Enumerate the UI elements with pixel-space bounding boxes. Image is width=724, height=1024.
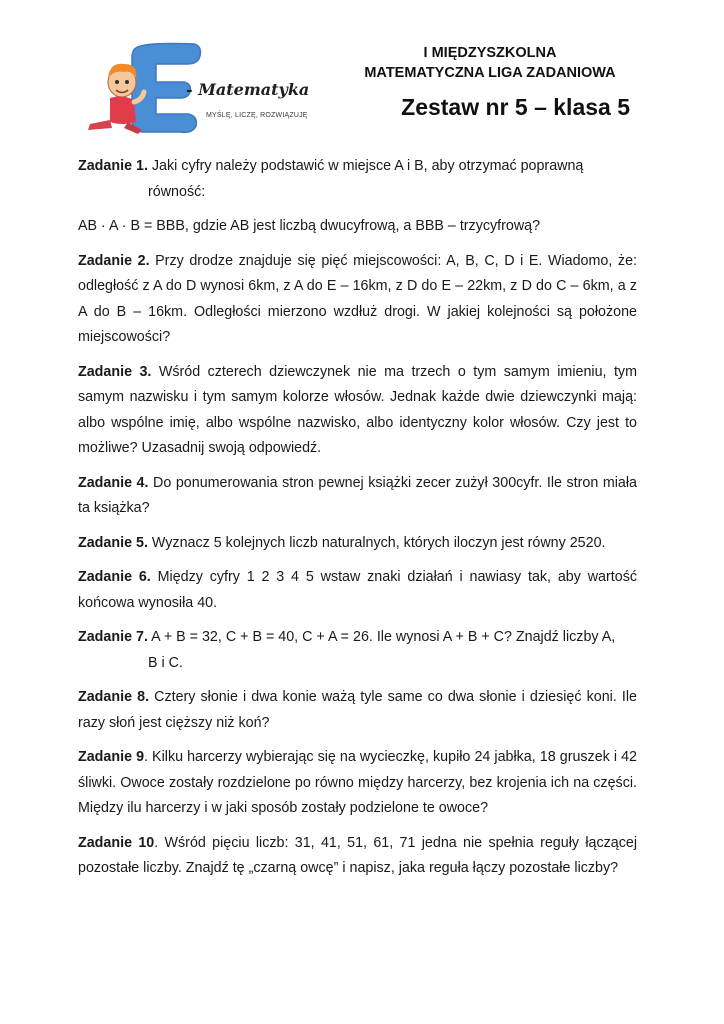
task-label: Zadanie 10	[78, 834, 155, 851]
task-text: Jaki cyfry należy podstawić w miejsce A i B, aby otrzymać poprawną	[151, 158, 584, 174]
task-text: Wśród czterech dziewczynek nie ma trzech o tym samym imieniu, tym samym nazwisku i tym samym kolorze włosów. Jednak każde dwie dziewczynki mają: albo wspólne imię, albo wspólne nazwisko, albo identyczny kolor włosów. Czy jest to możliwe? Uzasadnij swoją odpowiedź.	[78, 363, 637, 456]
task-label: Zadanie 8.	[78, 689, 150, 705]
task-list	[78, 154, 637, 891]
task-1	[78, 154, 637, 205]
task-label: Zadanie 7.	[78, 629, 148, 645]
task-4	[78, 471, 637, 522]
task-8	[78, 685, 637, 736]
competition-title-line1: I MIĘDZYSZKOLNA	[423, 45, 557, 61]
logo	[84, 40, 324, 140]
task-2	[78, 249, 637, 351]
task-1-equation: AB · A · B = BBB, gdzie AB jest liczbą dwucyfrową, a BBB – trzycyfrową?	[78, 218, 541, 234]
task-text: Wyznacz 5 kolejnych liczb naturalnych, których iloczyn jest równy 2520.	[151, 534, 606, 551]
task-text: A + B = 32, C + B = 40, C + A = 26. Ile wynosi A + B + C? Znajdź liczby A,	[151, 629, 616, 645]
task-label: Zadanie 1.	[78, 158, 148, 174]
task-text: . Wśród pięciu liczb: 31, 41, 51, 61, 71 jedna nie spełnia reguły łączącej pozostałe liczby. Znajdź tę „czarną owcę” i napisz, jaka reguła łączy pozostałe liczby?	[78, 834, 637, 876]
set-title: Zestaw nr 5 – klasa 5	[401, 94, 630, 120]
logo-tagline: MYŚLĘ, LICZĘ, ROZWIĄZUJĘ	[206, 112, 308, 119]
task-10	[78, 831, 637, 882]
task-label: Zadanie 2.	[78, 252, 150, 269]
task-5	[78, 531, 637, 557]
task-text: . Kilku harcerzy wybierając się na wycieczkę, kupiło 24 jabłka, 18 gruszek i 42 śliwki. Owoce zostały rozdzielone po równo między harcerzy, bez krojenia ich na części. Między ilu harcerzy i w jaki sposób zostały podzielone te owoce?	[78, 749, 637, 816]
task-label: Zadanie 5.	[78, 534, 148, 551]
task-label: Zadanie 4.	[78, 474, 149, 491]
task-text: Przy drodze znajduje się pięć miejscowości: A, B, C, D i E. Wiadomo, że: odległość z A do D wynosi 6km, z A do E – 16km, z D do E – 22km, z D do C – 6km, a z A do B – 16km. Odległości mierzono wzdłuż drogi. W jakiej kolejności są położone miejscowości?	[78, 252, 637, 345]
task-text-continued: B i C.	[148, 654, 183, 671]
logo-wordmark: - Matematyka	[186, 80, 310, 99]
task-9	[78, 745, 637, 822]
task-7	[78, 625, 637, 676]
task-6	[78, 565, 637, 616]
task-text: Między cyfry 1 2 3 4 5 wstaw znaki działań i nawiasy tak, aby wartość końcowa wynosiła 40.	[78, 569, 637, 611]
task-label: Zadanie 3.	[78, 363, 152, 380]
task-text: Cztery słonie i dwa konie ważą tyle same co dwa słonie i dziesięć koni. Ile razy słoń jest cięższy niż koń?	[78, 689, 637, 731]
task-text-continued: równość:	[148, 183, 206, 200]
task-label: Zadanie 9	[78, 749, 145, 765]
task-label: Zadanie 6.	[78, 569, 151, 585]
task-3	[78, 360, 637, 462]
competition-title-line2: MATEMATYCZNA LIGA ZADANIOWA	[364, 65, 616, 81]
task-text: Do ponumerowania stron pewnej książki zecer zużył 300cyfr. Ile stron miała ta książka?	[78, 474, 637, 516]
